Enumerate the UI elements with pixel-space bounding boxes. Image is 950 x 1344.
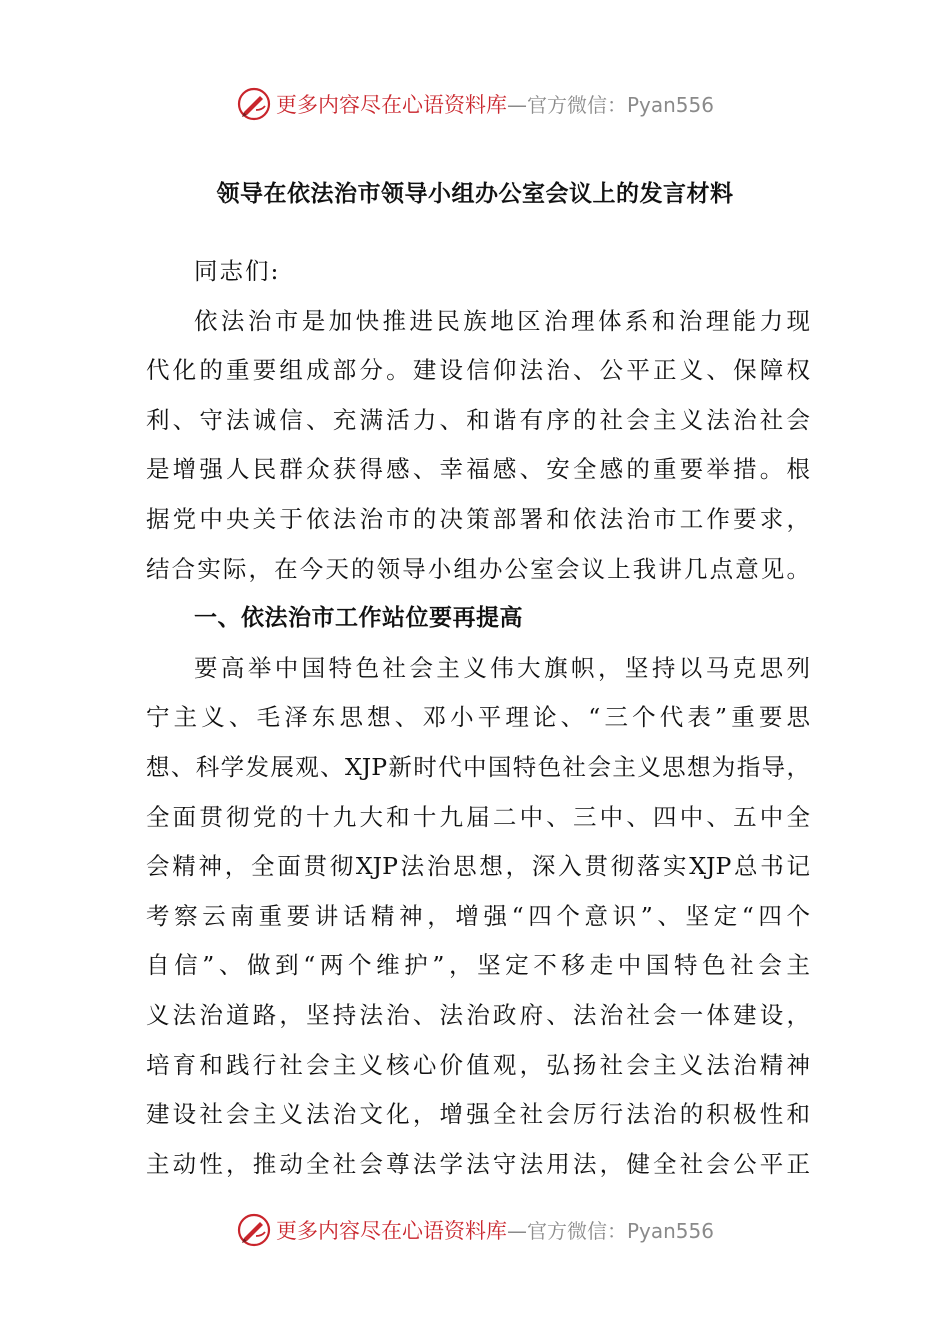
watermark-wechat-text: 官方微信：Pyan556 bbox=[526, 93, 714, 117]
watermark-text bbox=[276, 1215, 714, 1245]
paragraph-line: 建设社会主义法治文化，增强全社会厉行法治的积极性和 bbox=[146, 1100, 810, 1129]
paragraph-line: 主动性，推动全社会尊法学法守法用法，健全社会公平正 bbox=[146, 1149, 810, 1178]
paragraph-line: 会精神，全面贯彻XJP法治思想，深入贯彻落实XJP总书记 bbox=[146, 852, 810, 881]
paragraph-line: 代化的重要组成部分。建设信仰法治、公平正义、保障权 bbox=[146, 356, 810, 385]
watermark-dash: — bbox=[506, 1219, 527, 1243]
pen-logo-icon bbox=[236, 1212, 272, 1248]
watermark-red-text: 更多内容尽在心语资料库 bbox=[275, 93, 507, 117]
paragraph-line: 义法治道路，坚持法治、法治政府、法治社会一体建设， bbox=[146, 1000, 810, 1029]
paragraph-line: 结合实际，在今天的领导小组办公室会议上我讲几点意见。 bbox=[146, 554, 810, 583]
section-heading: 一、依法治市工作站位要再提高 bbox=[194, 605, 523, 632]
greeting-line: 同志们: bbox=[194, 257, 281, 285]
pen-logo-icon bbox=[236, 86, 272, 122]
paragraph-line: 考察云南重要讲话精神，增强“四个意识”、坚定“四个 bbox=[146, 901, 810, 930]
paragraph-line: 想、科学发展观、XJP新时代中国特色社会主义思想为指导， bbox=[146, 752, 810, 781]
watermark-dash: — bbox=[506, 93, 527, 117]
watermark-text bbox=[276, 89, 714, 119]
document-body bbox=[146, 247, 810, 1189]
document-title: 领导在依法治市领导小组办公室会议上的发言材料 bbox=[216, 181, 734, 207]
paragraph-line: 要高举中国特色社会主义伟大旗帜，坚持以马克思列 bbox=[194, 653, 810, 682]
paragraph-line: 宁主义、毛泽东思想、邓小平理论、“三个代表”重要思 bbox=[146, 703, 810, 732]
paragraph-line: 依法治市是加快推进民族地区治理体系和治理能力现 bbox=[194, 306, 810, 335]
watermark-red-text: 更多内容尽在心语资料库 bbox=[275, 1219, 507, 1243]
watermark-wechat-text: 官方微信：Pyan556 bbox=[526, 1219, 714, 1243]
paragraph-line: 全面贯彻党的十九大和十九届二中、三中、四中、五中全 bbox=[146, 802, 810, 831]
watermark-banner-bottom bbox=[0, 1210, 950, 1250]
paragraph-line: 是增强人民群众获得感、幸福感、安全感的重要举措。根 bbox=[146, 455, 810, 484]
watermark-banner-top bbox=[0, 84, 950, 124]
paragraph-line: 据党中央关于依法治市的决策部署和依法治市工作要求， bbox=[146, 504, 810, 533]
paragraph-line: 培育和践行社会主义核心价值观，弘扬社会主义法治精神 bbox=[146, 1050, 810, 1079]
paragraph-line: 自信”、做到“两个维护”，坚定不移走中国特色社会主 bbox=[146, 951, 810, 980]
paragraph-line: 利、守法诚信、充满活力、和谐有序的社会主义法治社会 bbox=[146, 405, 810, 434]
